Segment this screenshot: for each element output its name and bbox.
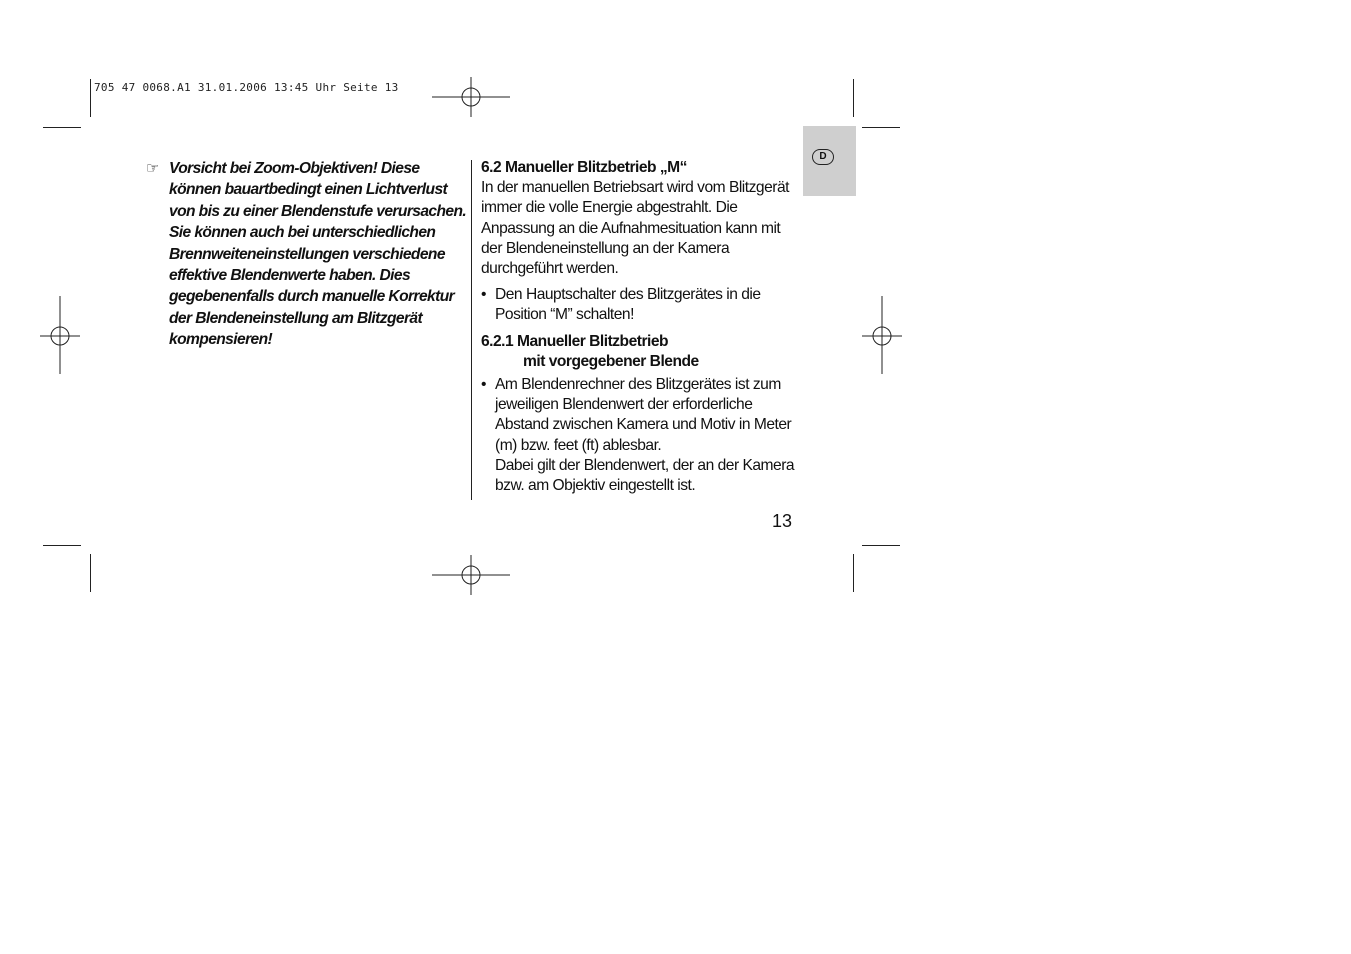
bullet-icon: •	[481, 376, 486, 394]
section-content	[481, 158, 799, 496]
bullet-icon: •	[481, 286, 486, 304]
crop-mark-bottom-left-horizontal	[43, 545, 81, 546]
registration-mark-right-icon	[862, 296, 902, 376]
subsection-heading: 6.2.1 Manueller Blitzbetrieb	[481, 332, 669, 350]
section-heading: 6.2 Manueller Blitzbetrieb „M“	[481, 159, 687, 176]
registration-mark-top-icon	[432, 77, 512, 117]
crop-mark-bottom-right-horizontal	[862, 545, 900, 546]
language-tab-label: D	[812, 149, 834, 165]
warning-note	[146, 158, 468, 351]
registration-mark-left-icon	[40, 296, 80, 376]
crop-mark-top-right-vertical	[853, 79, 854, 117]
crop-mark-bottom-right-vertical	[853, 554, 854, 592]
column-divider	[471, 160, 472, 500]
crop-mark-top-left-horizontal	[43, 127, 81, 128]
list-item	[481, 375, 799, 496]
bullet-text: Den Hauptschalter des Blitzgerätes in die Position “M” schalten!	[495, 286, 761, 324]
crop-mark-bottom-left-vertical	[90, 554, 91, 592]
pointing-hand-icon: ☞	[146, 160, 159, 177]
registration-mark-bottom-icon	[432, 555, 512, 595]
bullet-text: Am Blendenrechner des Blitzgerätes ist zum jeweiligen Blendenwert der erforderliche Abstand zwischen Kamera und Motiv in Meter (m) bzw. feet (ft) ablesbar.	[495, 376, 792, 454]
section-intro: In der manuellen Betriebsart wird vom Blitzgerät immer die volle Energie abgestrahlt. Die Anpassung an die Aufnahmesituation kann mit der Blendeneinstellung an der Kamera durchgeführt werden.	[481, 179, 789, 278]
crop-mark-top-right-horizontal	[862, 127, 900, 128]
subsection-heading-continued: mit vorgegebener Blende	[523, 352, 699, 370]
warning-note-text: Vorsicht bei Zoom-Objektiven! Diese können bauartbedingt einen Lichtverlust von bis zu einer Blendenstufe verursachen. Sie können auch bei unterschiedlichen Brennweiteneinstellungen verschiedene effektive Blendenwerte haben. Dies gegebenenfalls durch manuelle Korrektur der Blendeneinstellung am Blitzgerät kompensieren!	[169, 160, 467, 349]
language-tab	[803, 126, 856, 196]
bullet-text-continued: Dabei gilt der Blendenwert, der an der Kamera bzw. am Objektiv eingestellt ist.	[495, 456, 795, 495]
list-item	[481, 285, 799, 325]
crop-mark-top-left-vertical	[90, 79, 91, 117]
page-number: 13	[772, 511, 793, 531]
print-slug: 705 47 0068.A1 31.01.2006 13:45 Uhr Seite 13	[94, 81, 399, 94]
